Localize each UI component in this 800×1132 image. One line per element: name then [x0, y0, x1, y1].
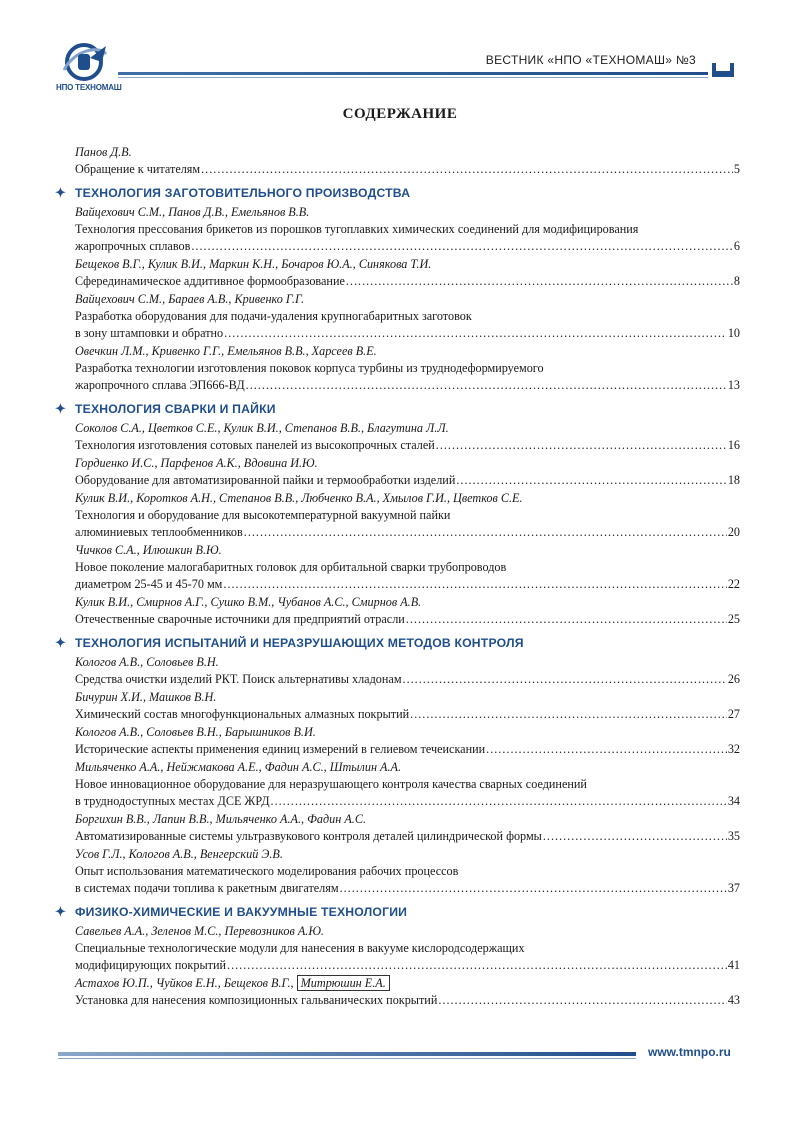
- page-number: 5: [733, 162, 740, 176]
- dot-leader: [246, 377, 727, 394]
- dot-leader: [438, 992, 726, 1009]
- entry-title-line: Оборудование для автоматизированной пайки и термообработки изделий: [75, 473, 456, 487]
- entry-title-line: Специальные технологические модули для нанесения в вакууме кислородсодержащих: [75, 941, 525, 955]
- toc-entry[interactable]: [75, 689, 740, 723]
- toc-entry[interactable]: [75, 204, 740, 255]
- entry-title-row: [75, 524, 740, 541]
- toc-entry[interactable]: [75, 654, 740, 688]
- entry-title-line: Технология и оборудование для высокотемпературной вакуумной пайки: [75, 508, 451, 522]
- section-heading: [55, 903, 740, 921]
- footer-rule-thin: [58, 1058, 636, 1059]
- entry-title-line: жаропрочного сплава ЭП666-ВД: [75, 378, 245, 392]
- entry-authors: [75, 689, 740, 706]
- toc-entry[interactable]: [75, 455, 740, 489]
- entry-title-row: [75, 325, 740, 342]
- entry-authors: [75, 420, 740, 437]
- four-point-star-icon: ✦: [55, 635, 67, 650]
- entry-authors: [75, 204, 740, 221]
- header-rule-thin: [118, 77, 708, 78]
- four-point-star-icon: ✦: [55, 401, 67, 416]
- entry-title-line: Химический состав многофункциональных алмазных покрытий: [75, 707, 410, 721]
- authors-highlighted: Митрюшин Е.А.: [297, 975, 390, 991]
- toc-entry[interactable]: [75, 490, 740, 541]
- authors-text: Вайцехович С.М., Панов Д.В., Емельянов В.В.: [75, 205, 310, 219]
- page-number: 35: [727, 829, 740, 843]
- page-number: 13: [727, 378, 740, 392]
- page-number: 26: [727, 672, 740, 686]
- section-title: ТЕХНОЛОГИЯ ИСПЫТАНИЙ И НЕРАЗРУШАЮЩИХ МЕТОДОВ КОНТРОЛЯ: [75, 636, 524, 650]
- entry-title-line: диаметром 25-45 и 45-70 мм: [75, 577, 223, 591]
- entry-title-row: [75, 880, 740, 897]
- toc-entry[interactable]: [75, 923, 740, 974]
- entry-title-line: Технология прессования брикетов из порошков тугоплавких химических соединений для модифицирования: [75, 222, 639, 236]
- entry-authors: [75, 291, 740, 308]
- four-point-star-icon: ✦: [55, 185, 67, 200]
- logo-caption: НПО ТЕХНОМАШ: [56, 83, 122, 92]
- dot-leader: [406, 611, 727, 628]
- entry-authors: [75, 455, 740, 472]
- entry-authors: [75, 594, 740, 611]
- table-of-contents: [55, 144, 740, 1010]
- page-number: 20: [727, 525, 740, 539]
- authors-text: Кулик В.И., Коротков А.Н., Степанов В.В., Любченко В.А., Хмылов Г.И., Цветков С.Е.: [75, 491, 523, 505]
- entry-title-line: модифицирующих покрытий: [75, 958, 227, 972]
- entry-title-line: алюминиевых теплообменников: [75, 525, 243, 539]
- entry-title-line: Опыт использования математического моделирования рабочих процессов: [75, 864, 459, 878]
- dot-leader: [224, 325, 727, 342]
- section-title: ТЕХНОЛОГИЯ СВАРКИ И ПАЙКИ: [75, 402, 276, 416]
- dot-leader: [227, 957, 727, 974]
- section-title: ФИЗИКО-ХИМИЧЕСКИЕ И ВАКУУМНЫЕ ТЕХНОЛОГИИ: [75, 905, 408, 919]
- authors-text: Савельев А.А., Зеленов М.С., Перевозников А.Ю.: [75, 924, 324, 938]
- page-number: 6: [733, 239, 740, 253]
- entry-title-row: [75, 377, 740, 394]
- entry-title-line: Разработка оборудования для подачи-удаления крупногабаритных заготовок: [75, 309, 472, 323]
- entry-title-line: Новое инновационное оборудование для неразрушающего контроля качества сварных соединений: [75, 777, 587, 791]
- entry-title-row: [75, 741, 740, 758]
- entry-title-row: [75, 576, 740, 593]
- entry-title-line: Отечественные сварочные источники для предприятий отрасли: [75, 612, 405, 626]
- entry-title-row: [75, 793, 740, 810]
- dot-leader: [340, 880, 727, 897]
- section-heading: [55, 400, 740, 418]
- section-title: ТЕХНОЛОГИЯ ЗАГОТОВИТЕЛЬНОГО ПРОИЗВОДСТВА: [75, 186, 411, 200]
- authors-text: Чичков С.А., Илюшкин В.Ю.: [75, 543, 222, 557]
- dot-leader: [271, 793, 727, 810]
- authors-text: Бичурин Х.И., Машков В.Н.: [75, 690, 217, 704]
- entry-title-line: в зону штамповки и обратно: [75, 326, 224, 340]
- entry-authors: [75, 343, 740, 360]
- entry-authors: [75, 542, 740, 559]
- toc-entry[interactable]: [75, 343, 740, 394]
- section-heading: [55, 634, 740, 652]
- entry-title-line: Автоматизированные системы ультразвукового контроля деталей цилиндрической формы: [75, 829, 542, 843]
- authors-text: Боргихин В.В., Лапин В.В., Мильяченко А.А., Фадин А.С.: [75, 812, 367, 826]
- entry-title-line: Технология изготовления сотовых панелей из высокопрочных сталей: [75, 438, 435, 452]
- authors-text: Кологов А.В., Соловьев В.Н., Барышников В.И.: [75, 725, 316, 739]
- entry-title-row: [75, 238, 740, 255]
- authors-text: Вайцехович С.М., Бараев А.В., Кривенко Г.Г.: [75, 292, 305, 306]
- entry-title-row: [75, 957, 740, 974]
- authors-text: Усов Г.Л., Кологов А.В., Венгерский Э.В.: [75, 847, 283, 861]
- entry-title-line: Установка для нанесения композиционных гальванических покрытий: [75, 993, 438, 1007]
- page-number: 27: [727, 707, 740, 721]
- toc-entry[interactable]: [75, 420, 740, 454]
- authors-text: Астахов Ю.П., Чуйков Е.Н., Бещеков В.Г.,: [75, 976, 294, 990]
- toc-entry[interactable]: [75, 542, 740, 593]
- page-number: 34: [727, 794, 740, 808]
- page-number: 8: [733, 274, 740, 288]
- page-number: 18: [727, 473, 740, 487]
- authors-text: Кулик В.И., Смирнов А.Г., Сушко В.М., Чубанов А.С., Смирнов А.В.: [75, 595, 422, 609]
- entry-authors: [75, 846, 740, 863]
- entry-authors: [75, 923, 740, 940]
- entry-title-row: [75, 992, 740, 1009]
- section-heading: [55, 184, 740, 202]
- entry-title-row: [75, 273, 740, 290]
- entry-title-row: [75, 671, 740, 688]
- dot-leader: [223, 576, 726, 593]
- entry-title-line: Сферединамическое аддитивное формообразование: [75, 274, 345, 288]
- dot-leader: [403, 671, 727, 688]
- dot-leader: [191, 238, 733, 255]
- entry-title-line: жаропрочных сплавов: [75, 239, 191, 253]
- entry-authors: [75, 811, 740, 828]
- page-number: 10: [727, 326, 740, 340]
- entry-title-line: в труднодоступных местах ДСЕ ЖРД: [75, 794, 270, 808]
- toc-entry[interactable]: [75, 724, 740, 758]
- authors-text: Соколов С.А., Цветков С.Е., Кулик В.И., Степанов В.В., Благутина Л.Л.: [75, 421, 449, 435]
- authors-text: Гордиенко И.С., Парфенов А.К., Вдовина И.Ю.: [75, 456, 318, 470]
- entry-authors: [75, 256, 740, 273]
- entry-title-row: [75, 161, 740, 178]
- toc-entry[interactable]: [75, 144, 740, 178]
- dot-leader: [346, 273, 733, 290]
- page-number: 43: [727, 993, 740, 1007]
- page-number: 25: [727, 612, 740, 626]
- entry-title-row: [75, 472, 740, 489]
- toc-entry[interactable]: [75, 759, 740, 810]
- authors-text: Мильяченко А.А., Нейжмакова А.Е., Фадин А.С., Штылин А.А.: [75, 760, 402, 774]
- entry-title-line: Обращение к читателям: [75, 162, 201, 176]
- toc-entry[interactable]: [75, 811, 740, 845]
- entry-authors: [75, 759, 740, 776]
- entry-authors: [75, 975, 740, 992]
- four-point-star-icon: ✦: [55, 904, 67, 919]
- dot-leader: [436, 437, 727, 454]
- page-number: 16: [727, 438, 740, 452]
- entry-title-line: в системах подачи топлива к ракетным двигателям: [75, 881, 339, 895]
- entry-title-row: [75, 706, 740, 723]
- dot-leader: [244, 524, 727, 541]
- page-number: 22: [727, 577, 740, 591]
- page-title: СОДЕРЖАНИЕ: [342, 106, 458, 122]
- entry-title-row: [75, 437, 740, 454]
- dot-leader: [201, 161, 733, 178]
- entry-authors: [75, 724, 740, 741]
- journal-title: ВЕСТНИК «НПО «ТЕХНОМАШ» №3: [485, 53, 696, 67]
- authors-text: Кологов А.В., Соловьев В.Н.: [75, 655, 219, 669]
- entry-title-line: Новое поколение малогабаритных головок для орбитальной сварки трубопроводов: [75, 560, 507, 574]
- dot-leader: [456, 472, 726, 489]
- toc-entry[interactable]: [75, 256, 740, 290]
- dot-leader: [410, 706, 727, 723]
- page-number: 41: [727, 958, 740, 972]
- entry-title-row: [75, 828, 740, 845]
- authors-text: Панов Д.В.: [75, 145, 132, 159]
- footer-rule: [58, 1052, 636, 1056]
- entry-authors: [75, 144, 740, 161]
- header-bracket-ornament: [711, 62, 735, 78]
- header-rule: [118, 72, 708, 75]
- entry-authors: [75, 654, 740, 671]
- toc-entry[interactable]: [75, 846, 740, 897]
- authors-text: Овечкин Л.М., Кривенко Г.Г., Емельянов В.В., Харсеев В.Е.: [75, 344, 377, 358]
- page-number: 37: [727, 881, 740, 895]
- toc-entry[interactable]: [75, 594, 740, 628]
- website-link[interactable]: www.tmnpo.ru: [648, 1045, 731, 1059]
- dot-leader: [543, 828, 727, 845]
- authors-text: Бещеков В.Г., Кулик В.И., Маркин К.Н., Бочаров Ю.А., Синякова Т.И.: [75, 257, 432, 271]
- toc-entry[interactable]: [75, 291, 740, 342]
- dot-leader: [486, 741, 727, 758]
- entry-title-line: Исторические аспекты применения единиц измерений в гелиевом течеискании: [75, 742, 486, 756]
- entry-title-line: Разработка технологии изготовления поковок корпуса турбины из труднодеформируемого: [75, 361, 544, 375]
- entry-title-row: [75, 611, 740, 628]
- entry-title-line: Средства очистки изделий РКТ. Поиск альтернативы хладонам: [75, 672, 402, 686]
- toc-entry[interactable]: [75, 975, 740, 1009]
- entry-authors: [75, 490, 740, 507]
- page-number: 32: [727, 742, 740, 756]
